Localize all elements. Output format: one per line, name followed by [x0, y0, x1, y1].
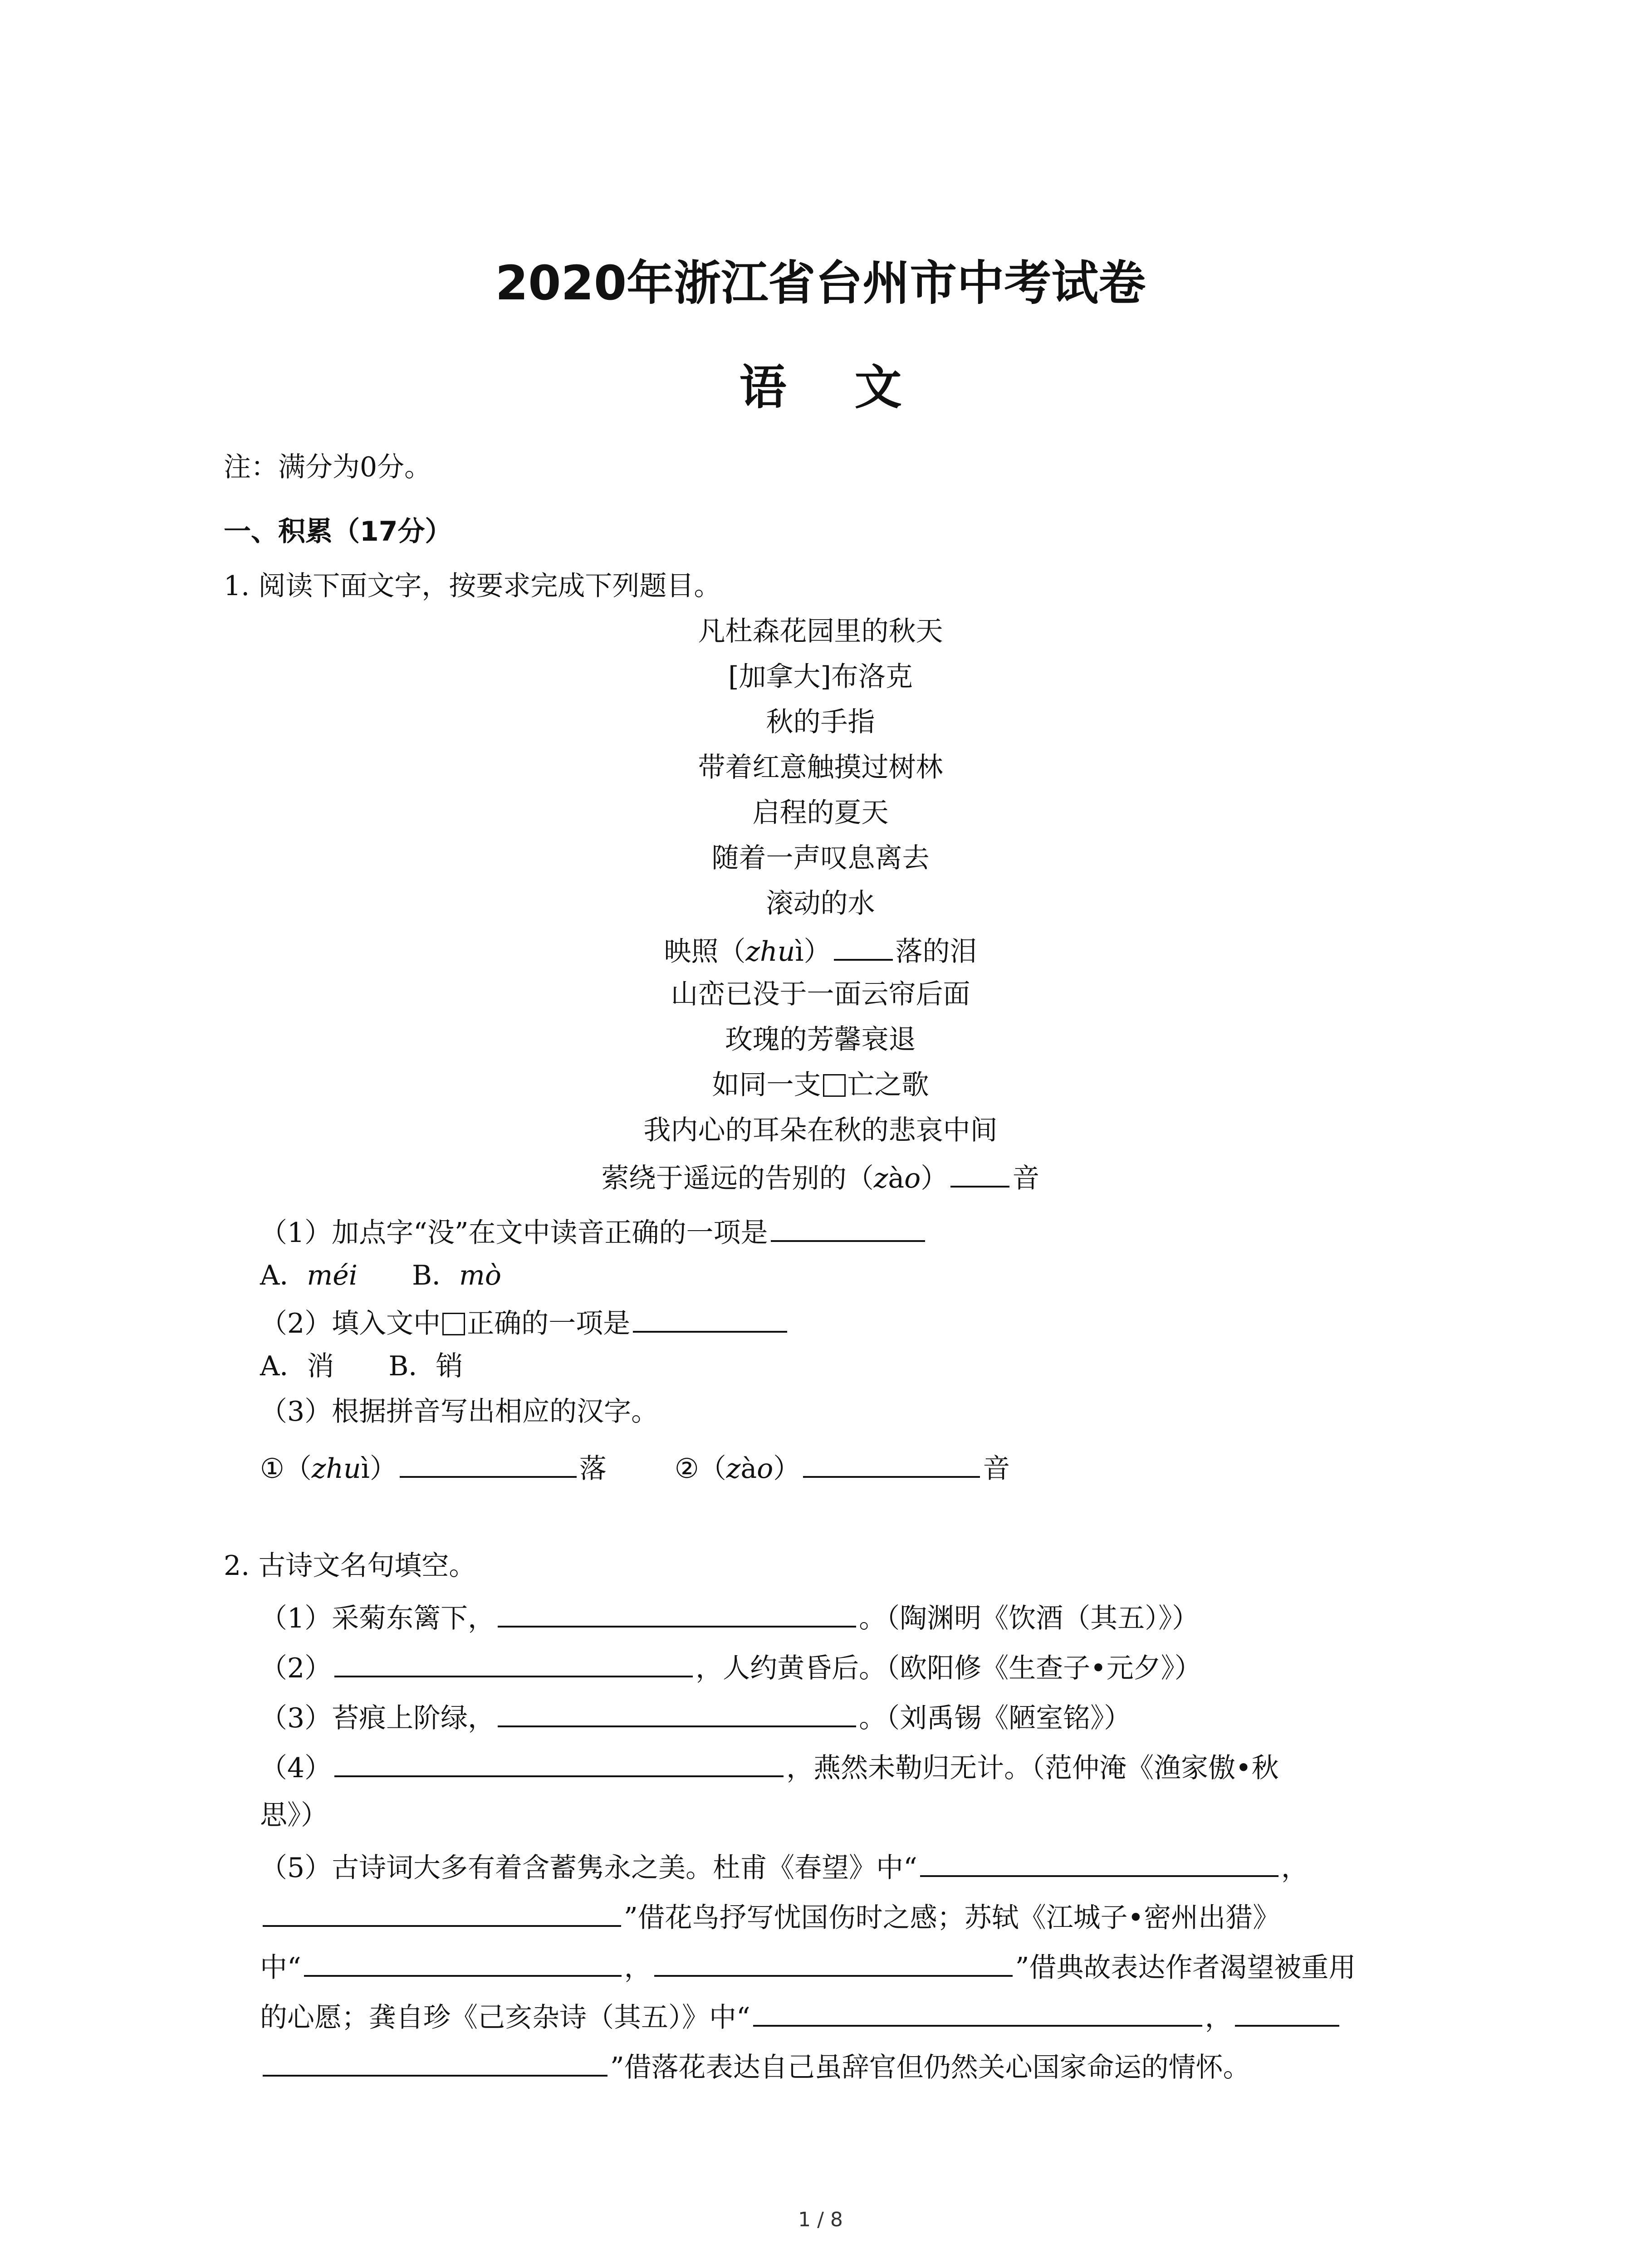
subquestion-2: （2）填入文中 正确的一项是	[260, 1307, 790, 1337]
poem-line: 我内心的耳朵在秋的悲哀中间	[643, 1114, 998, 1146]
subquestion-2-options: A．消 B．销	[260, 1350, 463, 1382]
answer-blank[interactable]	[803, 1452, 980, 1478]
answer-blank[interactable]	[633, 1307, 787, 1333]
poem-line: 滚动的水	[766, 888, 875, 919]
answer-blank[interactable]	[498, 1702, 856, 1727]
subject-title: 语文	[739, 360, 970, 415]
answer-blank[interactable]	[771, 1217, 925, 1242]
poem-line: 随着一声叹息离去	[711, 842, 930, 874]
q2-item-4-cont: 思》）	[260, 1799, 328, 1831]
answer-blank[interactable]	[263, 2051, 607, 2077]
answer-blank[interactable]	[304, 1951, 622, 1977]
question-1-prompt: 1. 阅读下面文字，按要求完成下列题目。	[224, 570, 721, 602]
answer-blank[interactable]	[1235, 2001, 1339, 2027]
poem-author: [加拿大]布洛克	[728, 661, 913, 693]
fill-box	[442, 1313, 465, 1335]
answer-blank[interactable]	[498, 1602, 856, 1628]
subquestion-3-blanks: ①（zhuì） 落 ②（zào） 音	[260, 1453, 1010, 1485]
q2-item-5-line2: ”借花鸟抒写忧国伤时之感；苏轼《江城子•密州出猎》	[260, 1901, 1280, 1931]
fill-box	[823, 1074, 846, 1097]
poem-line-blank-zao: 萦绕于遥远的告别的（zào） 音	[601, 1163, 1040, 1194]
subquestion-1: （1）加点字“没”在文中读音正确的一项是	[260, 1217, 928, 1246]
poem-line: 带着红意触摸过树林	[698, 752, 943, 783]
answer-blank[interactable]	[263, 1901, 621, 1927]
answer-blank[interactable]	[334, 1652, 693, 1677]
q2-item-3: （3）苔痕上阶绿， 。（刘禹锡《陋室铭》）	[260, 1702, 1132, 1734]
answer-blank[interactable]	[834, 935, 893, 961]
poem-title: 凡杜森花园里的秋天	[698, 616, 943, 647]
answer-blank[interactable]	[753, 2001, 1202, 2027]
q2-item-5-line3: 中“ ， ”借典故表达作者渴望被重用	[260, 1952, 1356, 1984]
answer-blank[interactable]	[654, 1951, 1013, 1977]
q2-item-2: （2） ，人约黄昏后。（欧阳修《生查子•元夕》）	[260, 1652, 1202, 1684]
section-heading: 一、积累（17分）	[224, 516, 452, 547]
poem-line-blank-zhui: 映照（zhuì） 落的泪	[664, 936, 977, 968]
q2-item-1: （1）采菊东篱下， 。（陶渊明《饮酒（其五）》）	[260, 1603, 1200, 1634]
page-title: 2020年浙江省台州市中考试卷	[495, 255, 1146, 311]
poem-line-box: 如同一支 亡之歌	[712, 1069, 929, 1101]
q2-item-4: （4） ，燕然未勒归无计。（范仲淹《渔家傲•秋	[260, 1752, 1279, 1784]
poem-line: 秋的手指	[766, 706, 875, 738]
page-number: 1 / 8	[798, 2208, 843, 2231]
answer-blank[interactable]	[920, 1852, 1279, 1877]
q2-item-5: （5）古诗词大多有着含蓄隽永之美。杜甫《春望》中“ ，	[260, 1852, 1308, 1884]
poem-line: 山峦已没于一面云帘后面	[671, 978, 970, 1010]
answer-blank[interactable]	[334, 1752, 784, 1777]
subquestion-1-options: A．méi B．mò	[260, 1260, 502, 1291]
poem-line: 启程的夏天	[752, 797, 889, 829]
subquestion-3: （3）根据拼音写出相应的汉字。	[260, 1396, 659, 1427]
poem-line: 玫瑰的芳馨衰退	[725, 1024, 916, 1056]
answer-blank[interactable]	[400, 1452, 577, 1478]
q2-item-5-line5: ”借落花表达自己虽辞官但仍然关心国家命运的情怀。	[260, 2051, 1250, 2081]
q2-item-5-line4: 的心愿；龚自珍《己亥杂诗（其五）》中“ ，	[260, 2001, 1342, 2031]
question-2-prompt: 2. 古诗文名句填空。	[224, 1550, 476, 1582]
answer-blank[interactable]	[950, 1162, 1009, 1188]
score-note: 注：满分为0分。	[224, 451, 432, 483]
